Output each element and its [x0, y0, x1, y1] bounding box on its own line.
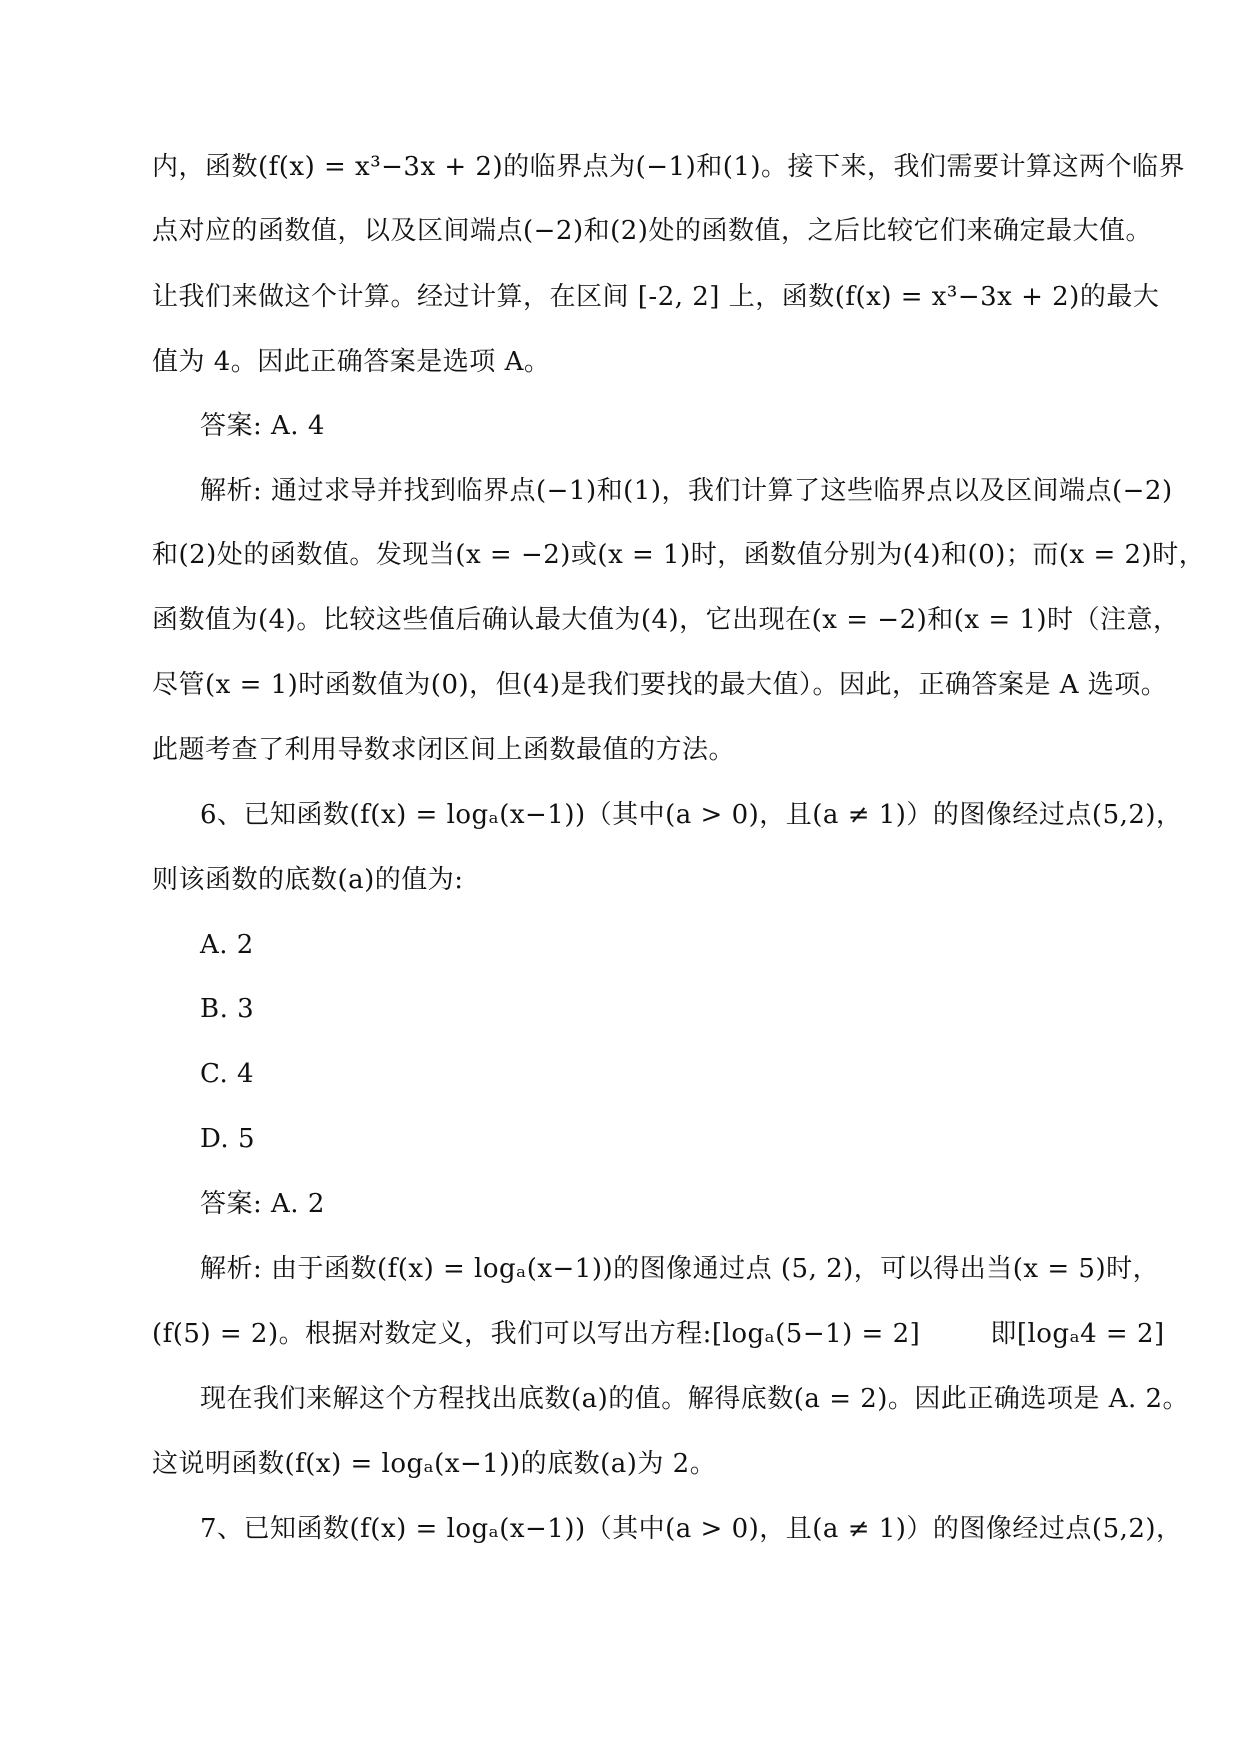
- analysis-line: 尽管(x = 1)时函数值为(0)，但(4)是我们要找的最大值）。因此，正确答案是 A 选项。: [152, 670, 1168, 700]
- analysis-line: [152, 1317, 1165, 1351]
- answer-line: 答案: A. 4: [200, 411, 325, 441]
- option-a: A. 2: [200, 930, 254, 960]
- option-c: C. 4: [200, 1059, 255, 1089]
- equation-text: 即[logₐ4 = 2]: [990, 1319, 1165, 1349]
- analysis-line: 此题考查了利用导数求闭区间上函数最值的方法。: [152, 735, 736, 765]
- paragraph-line: 点对应的函数值，以及区间端点(−2)和(2)处的函数值，之后比较它们来确定最大值。: [152, 216, 1152, 246]
- analysis-line: 现在我们来解这个方程找出底数(a)的值。解得底数(a = 2)。因此正确选项是 A. 2。: [200, 1384, 1190, 1414]
- analysis-line: 和(2)处的函数值。发现当(x = −2)或(x = 1)时，函数值分别为(4)和(0)；而(x = 2)时，: [152, 540, 1206, 570]
- question-line: 7、已知函数(f(x) = logₐ(x−1))（其中(a > 0)，且(a ≠ 1)）的图像经过点(5,2)，: [200, 1514, 1183, 1544]
- answer-line: 答案: A. 2: [200, 1189, 325, 1219]
- question-line: 则该函数的底数(a)的值为:: [152, 865, 464, 895]
- analysis-line: 这说明函数(f(x) = logₐ(x−1))的底数(a)为 2。: [152, 1449, 717, 1479]
- paragraph-line: 内，函数(f(x) = x³−3x + 2)的临界点为(−1)和(1)。接下来，我们需要计算这两个临界: [152, 152, 1186, 182]
- question-line: 6、已知函数(f(x) = logₐ(x−1))（其中(a > 0)，且(a ≠ 1)）的图像经过点(5,2)，: [200, 800, 1183, 830]
- paragraph-line: 值为 4。因此正确答案是选项 A。: [152, 347, 551, 377]
- paragraph-line: 让我们来做这个计算。经过计算，在区间 [-2, 2] 上，函数(f(x) = x³−3x + 2)的最大: [152, 282, 1160, 312]
- equation-text: (f(5) = 2)。根据对数定义，我们可以写出方程:[logₐ(5−1) = 2]: [152, 1319, 921, 1349]
- analysis-line: 解析: 通过求导并找到临界点(−1)和(1)，我们计算了这些临界点以及区间端点(−2): [200, 476, 1173, 506]
- analysis-line: 解析: 由于函数(f(x) = logₐ(x−1))的图像通过点 (5, 2)，可以得出当(x = 5)时，: [200, 1254, 1160, 1284]
- analysis-line: 函数值为(4)。比较这些值后确认最大值为(4)，它出现在(x = −2)和(x = 1)时（注意，: [152, 605, 1180, 635]
- option-b: B. 3: [200, 994, 255, 1024]
- option-d: D. 5: [200, 1124, 255, 1154]
